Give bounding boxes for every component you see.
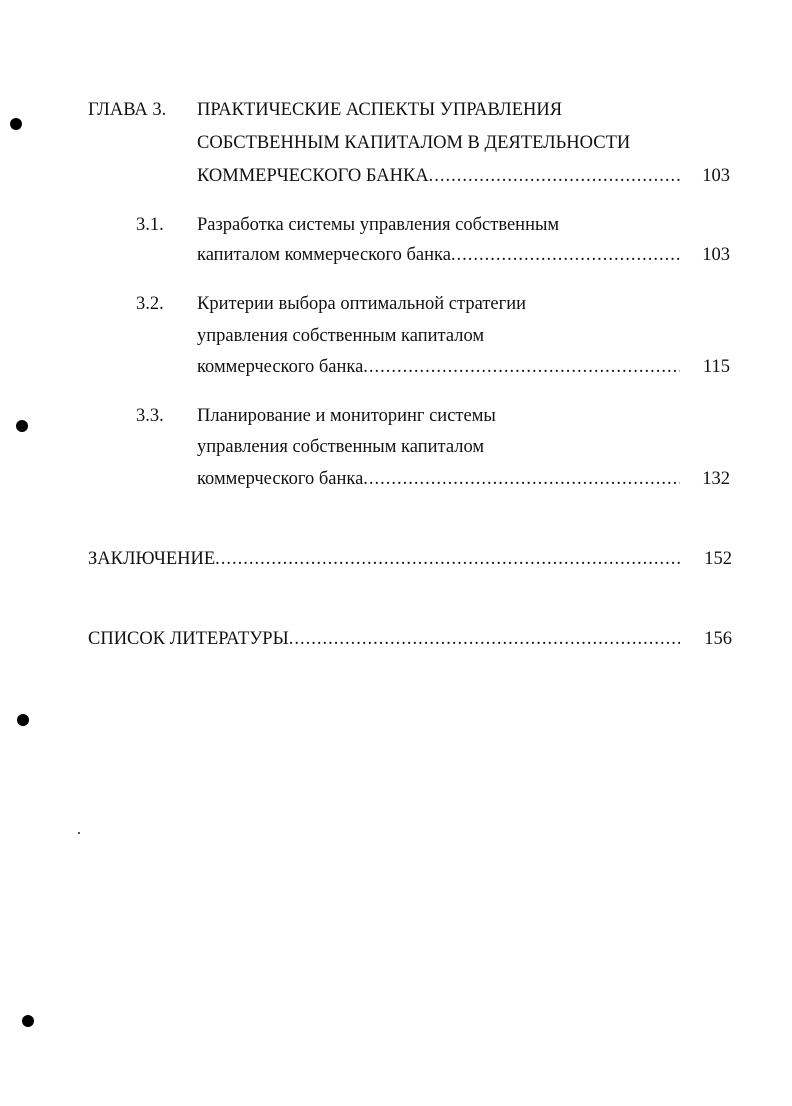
dot-leader [451, 242, 680, 268]
toc-section-number: 3.1. [136, 215, 164, 235]
toc-section-title-line: коммерческого банка [197, 469, 364, 489]
toc-chapter-label: ГЛАВА 3. [88, 100, 167, 120]
scan-speck [78, 832, 80, 834]
toc-section-title-line: капиталом коммерческого банка [197, 245, 451, 265]
toc-section-number: 3.3. [136, 406, 164, 426]
toc-page-number: 156 [704, 629, 732, 649]
toc-section-title-line: Критерии выбора оптимальной стратегии [197, 294, 526, 314]
toc-page-number: 103 [702, 166, 730, 186]
toc-chapter-title-leader [197, 163, 680, 189]
toc-section-title-line: управления собственным капиталом [197, 437, 485, 457]
binder-hole-mark [17, 714, 29, 726]
toc-page-number: 103 [702, 245, 730, 265]
toc-section-title-line: управления собственным капиталом [197, 326, 485, 346]
toc-bibliography-title: СПИСОК ЛИТЕРАТУРЫ [88, 629, 289, 649]
toc-section-title-leader [197, 354, 680, 380]
toc-bibliography-leader [88, 626, 680, 652]
toc-page-number: 115 [702, 357, 730, 377]
toc-section-title-leader [197, 466, 680, 492]
toc-section-number: 3.2. [136, 294, 164, 314]
dot-leader [363, 466, 680, 492]
toc-page-number: 152 [704, 549, 732, 569]
toc-chapter-title-line: КОММЕРЧЕСКОГО БАНКА [197, 166, 429, 186]
toc-section-title-line: Планирование и мониторинг системы [197, 406, 496, 426]
dot-leader [363, 354, 680, 380]
dot-leader [429, 163, 680, 189]
dot-leader [289, 626, 680, 652]
toc-chapter-title-line: ПРАКТИЧЕСКИЕ АСПЕКТЫ УПРАВЛЕНИЯ [197, 100, 563, 120]
toc-chapter-title-line: СОБСТВЕННЫМ КАПИТАЛОМ В ДЕЯТЕЛЬНОСТИ [197, 133, 631, 153]
binder-hole-mark [16, 420, 28, 432]
toc-conclusion-title: ЗАКЛЮЧЕНИЕ [88, 549, 216, 569]
toc-section-title-leader [197, 242, 680, 268]
toc-conclusion-leader [88, 546, 680, 572]
binder-hole-mark [22, 1015, 34, 1027]
toc-section-title-line: коммерческого банка [197, 357, 364, 377]
binder-hole-mark [10, 118, 22, 130]
toc-section-title-line: Разработка системы управления собственным [197, 215, 560, 235]
toc-page-number: 132 [702, 469, 730, 489]
dot-leader [215, 546, 680, 572]
